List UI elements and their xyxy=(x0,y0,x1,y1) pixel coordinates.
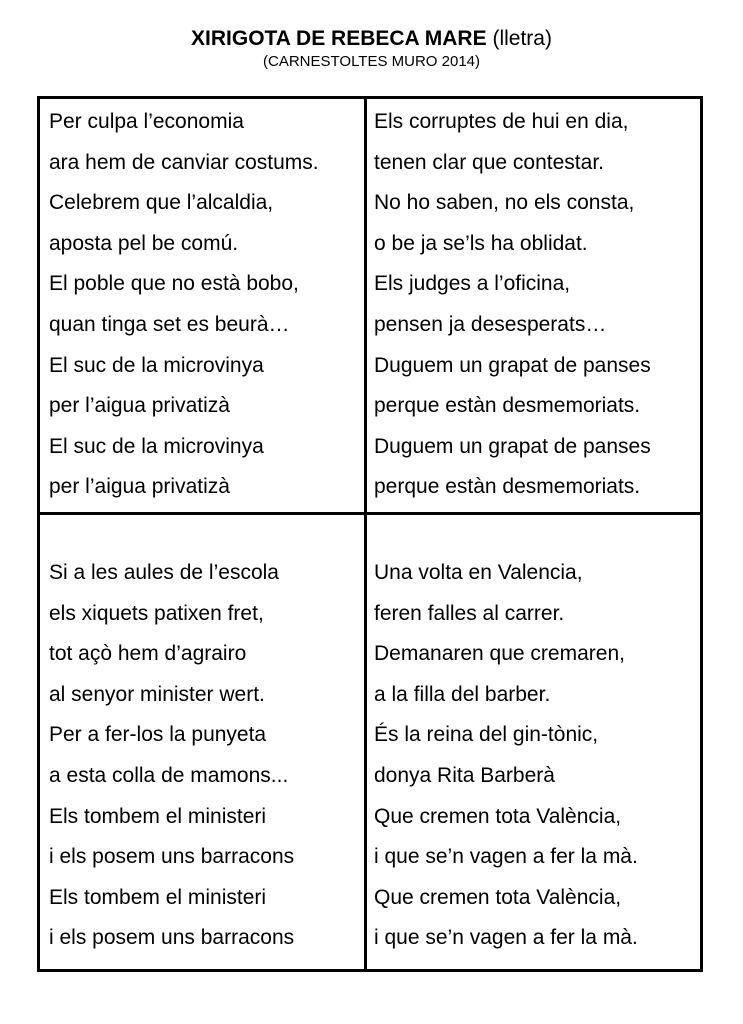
verse-line: feren falles al carrer. xyxy=(374,601,565,625)
verse-line: Per culpa l’economia xyxy=(49,110,244,133)
verse-line: o be ja se’ls ha oblidat. xyxy=(374,231,588,255)
verse-line: Duguem un grapat de panses xyxy=(374,434,651,458)
verse-line: Una volta en Valencia, xyxy=(374,561,583,584)
title-main: XIRIGOTA DE REBECA MARE xyxy=(191,27,487,50)
verse-line: i que se’n vagen a fer la mà. xyxy=(374,845,638,869)
verse-line: i els posem uns barracons xyxy=(49,845,295,869)
verse-line: tot açò hem d’agrairo xyxy=(49,642,247,666)
stanza-cell-top-right xyxy=(367,99,700,515)
lyrics-table xyxy=(37,96,703,972)
verse-line: El poble que no està bobo, xyxy=(49,272,299,296)
verse-line: al senyor minister wert. xyxy=(49,682,265,706)
verse-line: quan tinga set es beurà… xyxy=(49,312,290,336)
verse-line: a la filla del barber. xyxy=(374,682,551,706)
document-subtitle: (CARNESTOLTES MURO 2014) xyxy=(263,53,480,70)
verse-line: Per a fer-los la punyeta xyxy=(49,723,267,747)
stanza-cell-bottom-right xyxy=(367,515,700,969)
verse-line: per l’aigua privatizà xyxy=(49,394,230,418)
verse-line: No ho saben, no els consta, xyxy=(374,191,635,215)
verse-line: ara hem de canviar costums. xyxy=(49,150,319,174)
verse-line: perque estàn desmemoriats. xyxy=(374,394,641,418)
verse-line: i que se’n vagen a fer la mà. xyxy=(374,926,638,950)
title-suffix: (lletra) xyxy=(492,27,552,50)
verse-line: i els posem uns barracons xyxy=(49,926,295,950)
verse-line: Duguem un grapat de panses xyxy=(374,353,651,377)
verse-line: Els tombem el ministeri xyxy=(49,885,267,909)
verse-line: Demanaren que cremaren, xyxy=(374,642,625,666)
verse-line: els xiquets patixen fret, xyxy=(49,601,264,625)
verse-line: Si a les aules de l’escola xyxy=(49,561,279,584)
verse-line: Que cremen tota València, xyxy=(374,885,622,909)
document-header xyxy=(0,26,743,71)
verse-line: tenen clar que contestar. xyxy=(374,150,604,174)
verse-line: El suc de la microvinya xyxy=(49,353,264,377)
verse-line: pensen ja desesperats… xyxy=(374,312,607,336)
verse-line: Els corruptes de hui en dia, xyxy=(374,110,629,133)
verse-line: perque estàn desmemoriats. xyxy=(374,475,641,499)
stanza-cell-top-left xyxy=(40,99,367,515)
stanza-cell-bottom-left xyxy=(40,515,367,969)
verse-line: Els tombem el ministeri xyxy=(49,804,267,828)
document-title xyxy=(0,26,743,52)
verse-line: Els judges a l’oficina, xyxy=(374,272,571,296)
verse-line: Celebrem que l’alcaldia, xyxy=(49,191,274,215)
verse-line: El suc de la microvinya xyxy=(49,434,264,458)
verse-line: donya Rita Barberà xyxy=(374,763,555,787)
verse-line: És la reina del gin-tònic, xyxy=(374,723,599,747)
verse-line: a esta colla de mamons... xyxy=(49,763,289,787)
verse-line: aposta pel be comú. xyxy=(49,231,239,255)
verse-line: per l’aigua privatizà xyxy=(49,475,230,499)
verse-line: Que cremen tota València, xyxy=(374,804,622,828)
